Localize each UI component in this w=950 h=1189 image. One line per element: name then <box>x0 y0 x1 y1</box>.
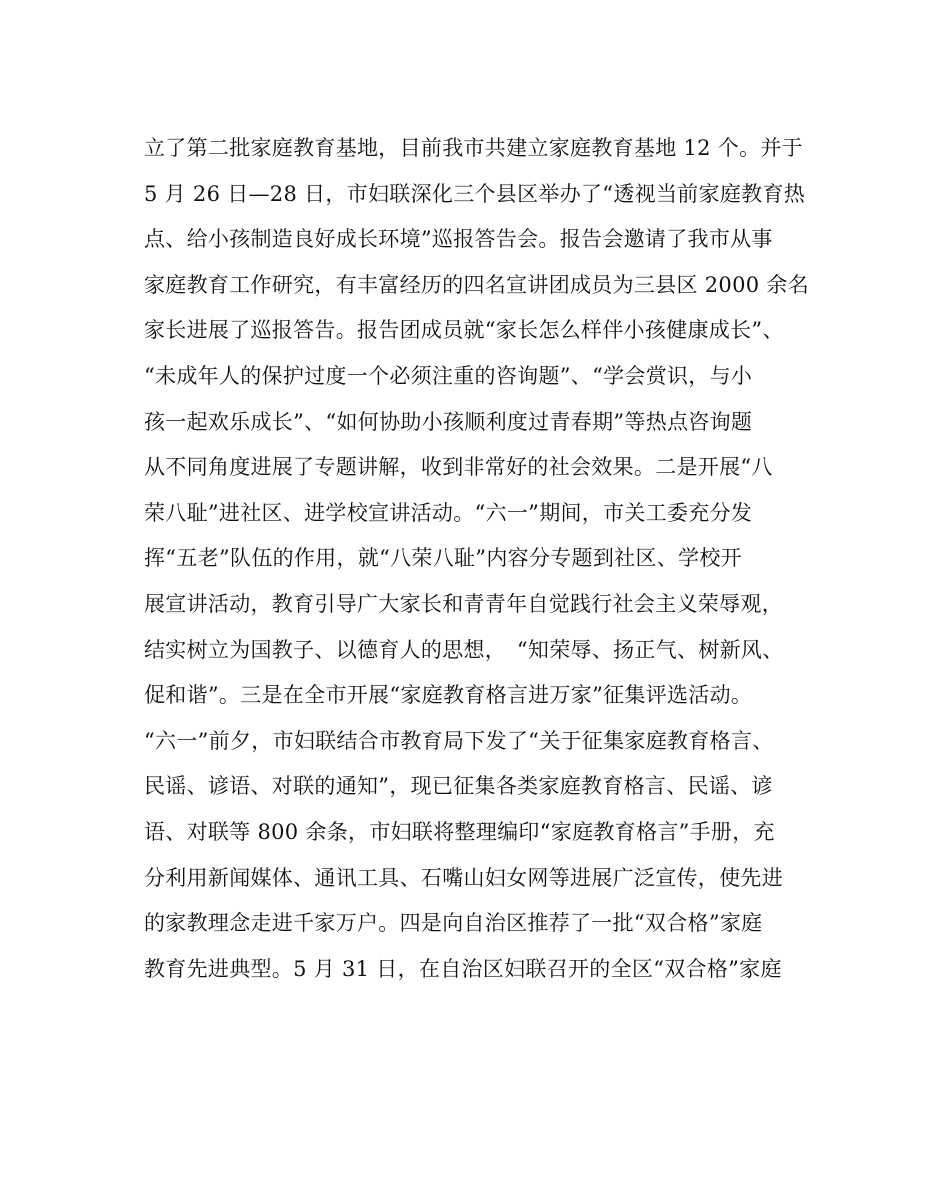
text-line: 荣八耻”进社区、进学校宣讲活动。“六一”期间，市关工委充分发 <box>144 500 753 525</box>
text-line: 家庭教育工作研究，有丰富经历的四名宣讲团成员为三县区 2000 余名 <box>144 272 809 297</box>
text-line: 促和谐”。三是在全市开展“家庭教育格言进万家”征集评选活动。 <box>144 683 753 708</box>
text-line: 家长进展了巡报答告。报告团成员就“家长怎么样伴小孩健康成长”、 <box>144 318 784 343</box>
text-line: 民谣、谚语、对联的通知”，现已征集各类家庭教育格言、民谣、谚 <box>144 774 773 799</box>
text-line: 从不同角度进展了专题讲解，收到非常好的社会效果。二是开展“八 <box>144 455 773 480</box>
text-line: 点、给小孩制造良好成长环境”巡报答告会。报告会邀请了我市从事 <box>144 227 773 252</box>
text-line: 5 月 26 日—28 日，市妇联深化三个县区举办了“透视当前家庭教育热 <box>144 181 806 206</box>
text-line: 分利用新闻媒体、通讯工具、石嘴山妇女网等进展广泛宣传，使先进 <box>144 865 783 890</box>
text-line: 挥“五老”队伍的作用，就“八荣八耻”内容分专题到社区、学校开 <box>144 546 742 571</box>
text-line: 教育先进典型。5 月 31 日，在自治区妇联召开的全区“双合格”家庭 <box>144 956 782 981</box>
text-line: 的家教理念走进千家万户。四是向自治区推荐了一批“双合格”家庭 <box>144 911 763 936</box>
text-line: 展宣讲活动，教育引导广大家长和青青年自觉践行社会主义荣辱观， <box>144 591 783 616</box>
text-line: “未成年人的保护过度一个必须注重的咨询题”、“学会赏识，与小 <box>144 363 753 388</box>
text-line: 立了第二批家庭教育基地，目前我市共建立家庭教育基地 12 个。并于 <box>144 136 803 160</box>
text-line: 语、对联等 800 余条，市妇联将整理编印“家庭教育格言”手册，充 <box>144 819 775 844</box>
text-line: “六一”前夕，市妇联结合市教育局下发了“关于征集家庭教育格言、 <box>144 728 774 753</box>
text-line: 孩一起欢乐成长”、“如何协助小孩顺利度过青春期”等热点咨询题 <box>144 409 753 434</box>
text-line: 结实树立为国教子、以德育人的思想， “知荣辱、扬正气、树新风、 <box>144 637 784 662</box>
body-text <box>144 130 824 996</box>
